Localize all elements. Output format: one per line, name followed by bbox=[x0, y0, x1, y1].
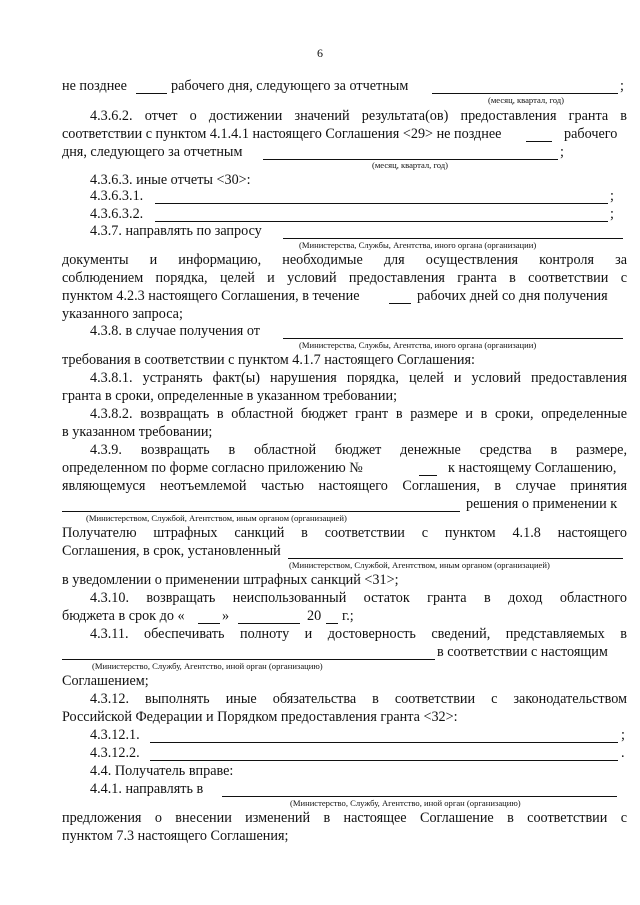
line-4381: 4.3.8.1. устранять факт(ы) нарушения порядка, целей и условий предоставления bbox=[90, 370, 627, 386]
line-4312: 4.3.12. выполнять иные обязательства в соответствии с законодательством bbox=[90, 691, 627, 707]
line-4363: 4.3.6.3. иные отчеты <30>: bbox=[90, 172, 251, 188]
line-43122-end: . bbox=[621, 745, 625, 761]
line-4-end: ; bbox=[560, 144, 564, 160]
line-1-mid: рабочего дня, следующего за отчетным bbox=[171, 78, 409, 94]
blank-month bbox=[238, 623, 300, 624]
line-27-a: бюджета в срок до « bbox=[62, 608, 185, 624]
line-1-start: не позднее bbox=[62, 78, 127, 94]
line-21: являющемуся неотъемлемой частью настоящего Соглашения, в случае принятия bbox=[62, 478, 627, 494]
line-43632: 4.3.6.3.2. bbox=[90, 206, 144, 222]
line-27-c: 20 bbox=[307, 608, 322, 624]
blank-43631 bbox=[155, 203, 608, 204]
line-20-start: определенном по форме согласно приложению № bbox=[62, 460, 363, 476]
line-4-start: дня, следующего за отчетным bbox=[62, 144, 243, 160]
line-12: указанного запроса; bbox=[62, 306, 183, 322]
line-30: Соглашением; bbox=[62, 673, 149, 689]
blank-days-3 bbox=[389, 303, 411, 304]
blank-period-1 bbox=[432, 93, 618, 94]
line-16: гранта в сроки, определенные в указанном требовании; bbox=[62, 388, 398, 404]
line-43121: 4.3.12.1. bbox=[90, 727, 140, 743]
line-38: пунктом 7.3 настоящего Соглашения; bbox=[62, 828, 289, 844]
caption-period-1: (месяц, квартал, год) bbox=[488, 95, 565, 105]
line-437: 4.3.7. направлять по запросу bbox=[90, 223, 262, 239]
line-439: 4.3.9. возвращать в областной бюджет денежные средства в размере, bbox=[90, 442, 627, 458]
line-29: в соответствии с настоящим bbox=[437, 644, 608, 660]
blank-43121 bbox=[150, 742, 618, 743]
blank-439 bbox=[62, 511, 460, 512]
line-9: документы и информацию, необходимые для осуществления контроля за bbox=[62, 252, 627, 268]
caption-ministry-4: (Министерством, Службой, Агентством, иным органом (организацией) bbox=[289, 560, 550, 570]
blank-43122 bbox=[150, 760, 618, 761]
blank-441 bbox=[222, 796, 617, 797]
caption-ministry-3: (Министерством, Службой, Агентством, иным органом (организацией) bbox=[86, 513, 347, 523]
line-1-end: ; bbox=[620, 78, 624, 94]
line-23: Получателю штрафных санкций в соответствии с пунктом 4.1.8 настоящего bbox=[62, 525, 627, 541]
line-441: 4.4.1. направлять в bbox=[90, 781, 204, 797]
line-37: предложения о внесении изменений в настоящее Соглашение в соответствии с bbox=[62, 810, 627, 826]
line-43122: 4.3.12.2. bbox=[90, 745, 140, 761]
line-3-end: рабочего bbox=[564, 126, 618, 142]
blank-appendix bbox=[419, 475, 437, 476]
line-4382: 4.3.8.2. возвращать в областной бюджет грант в размере и в сроки, определенные bbox=[90, 406, 627, 422]
line-24: Соглашения, в срок, установленный bbox=[62, 543, 281, 559]
line-25: в уведомлении о применении штрафных санкций <31>; bbox=[62, 572, 399, 588]
line-27-d: г.; bbox=[342, 608, 354, 624]
line-4310: 4.3.10. возвращать неиспользованный остаток гранта в доход областного bbox=[90, 590, 627, 606]
line-43631-end: ; bbox=[610, 188, 614, 204]
line-11-end: рабочих дней со дня получения bbox=[417, 288, 608, 304]
caption-ministry-5: (Министерство, Службу, Агентство, иной орган (организацию) bbox=[92, 661, 323, 671]
caption-period-2: (месяц, квартал, год) bbox=[372, 160, 449, 170]
line-43631: 4.3.6.3.1. bbox=[90, 188, 144, 204]
blank-term bbox=[288, 558, 623, 559]
line-4311: 4.3.11. обеспечивать полноту и достоверность сведений, представляемых в bbox=[90, 626, 627, 642]
caption-ministry-1: (Министерства, Службы, Агентства, иного органа (организации) bbox=[299, 240, 537, 250]
blank-437 bbox=[283, 238, 623, 239]
line-4362: 4.3.6.2. отчет о достижении значений результата(ов) предоставления гранта в bbox=[90, 108, 627, 124]
line-32: Российской Федерации и Порядком предоставления гранта <32>: bbox=[62, 709, 458, 725]
caption-ministry-6: (Министерство, Службу, Агентство, иной орган (организацию) bbox=[290, 798, 521, 808]
line-438: 4.3.8. в случае получения от bbox=[90, 323, 260, 339]
blank-days-2 bbox=[526, 141, 552, 142]
line-27-b: » bbox=[222, 608, 230, 624]
blank-438 bbox=[283, 338, 623, 339]
line-14: требования в соответствии с пунктом 4.1.7 настоящего Соглашения: bbox=[62, 352, 475, 368]
blank-day bbox=[198, 623, 220, 624]
caption-ministry-2: (Министерства, Службы, Агентства, иного органа (организации) bbox=[299, 340, 537, 350]
blank-days-1 bbox=[136, 93, 167, 94]
line-10: соблюдением порядка, целей и условий предоставления гранта в соответствии с bbox=[62, 270, 627, 286]
blank-4311 bbox=[62, 659, 435, 660]
line-44: 4.4. Получатель вправе: bbox=[90, 763, 234, 779]
line-43121-end: ; bbox=[621, 727, 625, 743]
blank-year bbox=[326, 623, 338, 624]
line-11-start: пунктом 4.2.3 настоящего Соглашения, в течение bbox=[62, 288, 360, 304]
page-number: 6 bbox=[317, 46, 323, 60]
line-20-end: к настоящему Соглашению, bbox=[448, 460, 617, 476]
line-3-start: соответствии с пунктом 4.1.4.1 настоящего Соглашения <29> не позднее bbox=[62, 126, 502, 142]
line-18: в указанном требовании; bbox=[62, 424, 213, 440]
line-43632-end: ; bbox=[610, 206, 614, 222]
line-22: решения о применении к bbox=[466, 496, 618, 512]
